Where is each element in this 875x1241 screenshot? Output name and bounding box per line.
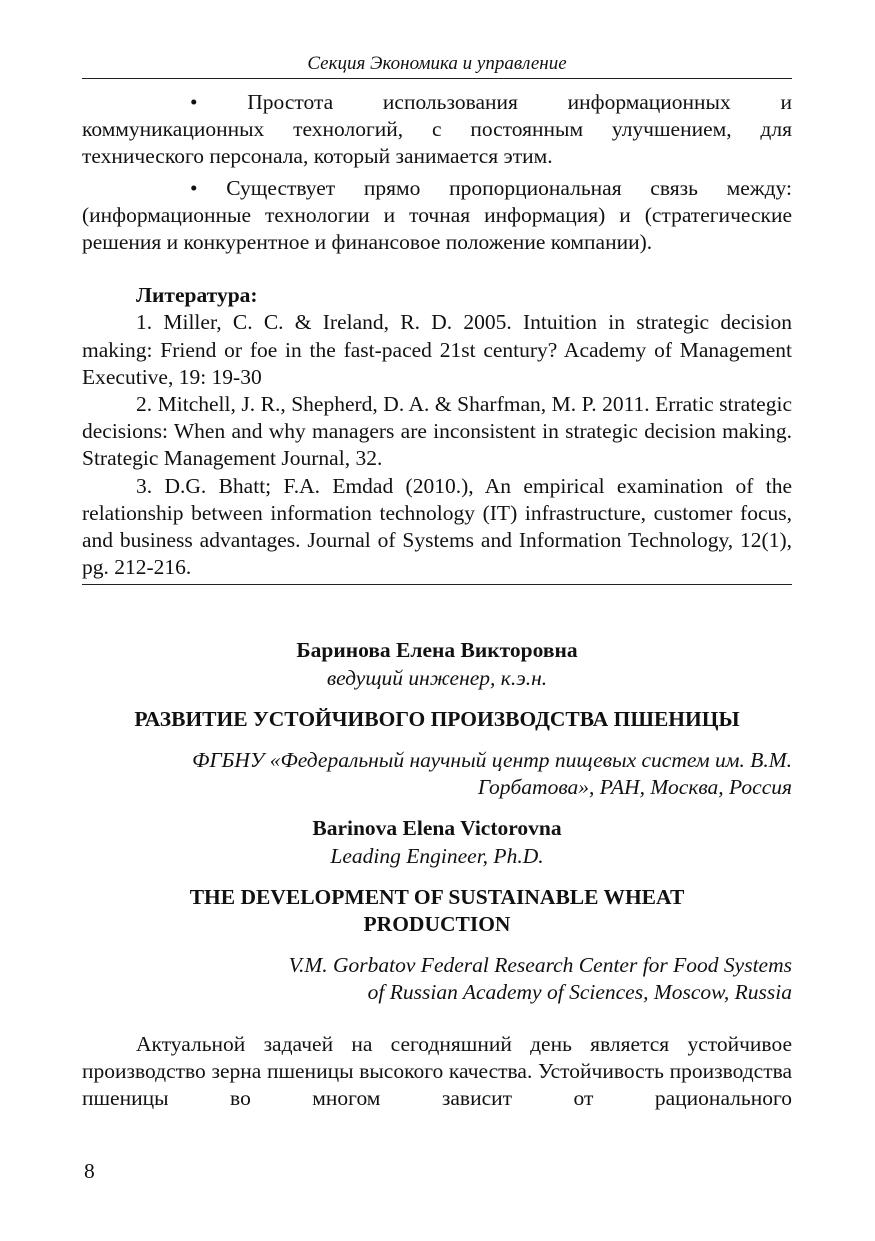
page-number: 8 — [84, 1159, 95, 1183]
page-content — [82, 52, 792, 1112]
reference-list — [82, 309, 792, 585]
bullet-text-1: Простота использования информационных и коммуникационных технологий, с постоянным улучшением, для технического персонала, который занимается этим. — [82, 90, 792, 169]
bullet-text-2: Существует прямо пропорциональная связь между: (информационные технологии и точная информация) и (стратегические решения и конкурентное и финансовое положение компании). — [82, 175, 792, 255]
affiliation-en-line-2: of Russian Academy of Sciences, Moscow, Russia — [367, 980, 792, 1005]
affiliation-ru-line-2: Горбатова», РАН, Москва, Россия — [477, 775, 792, 800]
bullet-icon: • — [190, 90, 198, 114]
bullet-icon: • — [190, 175, 198, 200]
affiliation-ru-line-1: ФГБНУ «Федеральный научный центр пищевых систем им. В.М. — [192, 748, 792, 773]
article-title-en-line-1: THE DEVELOPMENT OF SUSTAINABLE WHEAT — [189, 884, 685, 909]
body-paragraph: Актуальной задачей на сегодняшний день является устойчивое производство зерна пшеницы высокого качества. Устойчивость производства пшеницы во многом зависит от рационального — [82, 1031, 792, 1111]
reference-item-1: 1. Miller, C. C. & Ireland, R. D. 2005. Intuition in strategic decision making: Friend or foe in the fast-paced 21st century? Academy of Management Executive, 19: 19-30 — [82, 310, 792, 389]
reference-item-2: 2. Mitchell, J. R., Shepherd, D. A. & Sharfman, M. P. 2011. Erratic strategic decisions: When and why managers are inconsistent in strategic decision making. Strategic Management Journal, 32. — [82, 392, 792, 471]
affiliation-en-line-1: V.M. Gorbatov Federal Research Center for Food Systems — [288, 953, 792, 978]
bullet-paragraph-2 — [82, 175, 792, 257]
bullet-paragraph-1 — [82, 89, 792, 171]
article-title-en-line-2: PRODUCTION — [363, 912, 511, 937]
author-position-ru: ведущий инженер, к.э.н. — [326, 665, 548, 690]
article-title-ru: РАЗВИТИЕ УСТОЙЧИВОГО ПРОИЗВОДСТВА ПШЕНИЦЫ — [134, 706, 740, 731]
author-name-ru: Баринова Елена Викторовна — [296, 638, 578, 663]
running-header: Секция Экономика и управление — [82, 52, 792, 79]
author-position-en: Leading Engineer, Ph.D. — [330, 843, 544, 868]
literature-title: Литература: — [136, 283, 258, 308]
reference-item-3: 3. D.G. Bhatt; F.A. Emdad (2010.), An empirical examination of the relationship between information technology (IT) infrastructure, customer focus, and business advantages. Journal of Systems and Information Technology, 12(1), pg. 212-216. — [82, 473, 792, 580]
author-name-en: Barinova Elena Victorovna — [312, 816, 562, 841]
